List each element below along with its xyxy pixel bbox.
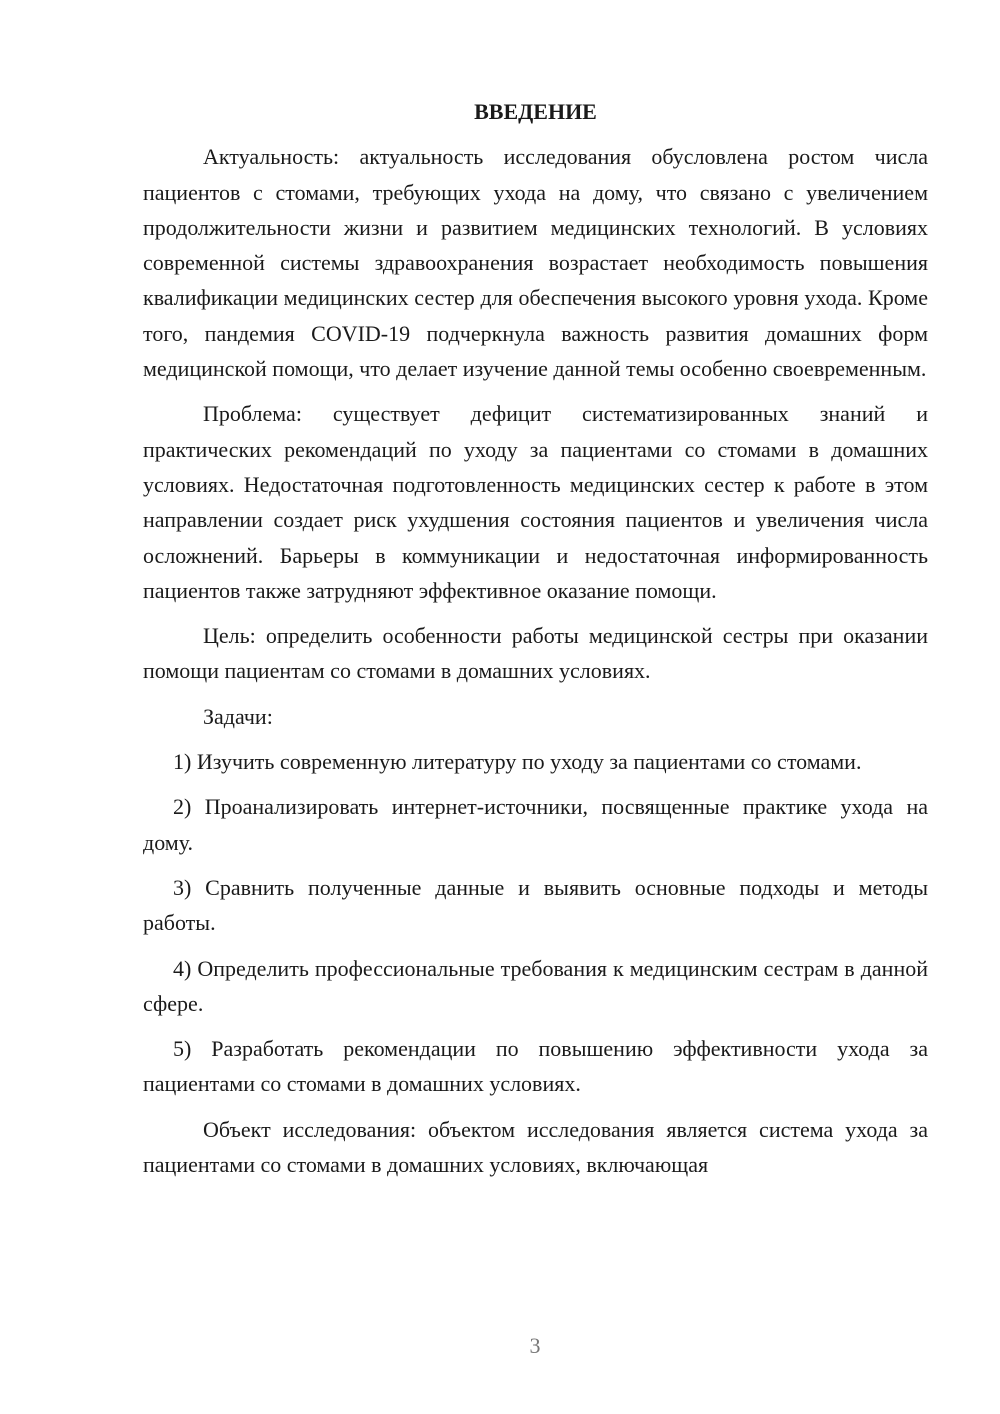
- task-item: 4) Определить профессиональные требования к медицинским сестрам в данной сфере.: [143, 955, 928, 1016]
- task-item: 2) Проанализировать интернет-источники, посвященные практике ухода на дому.: [143, 794, 928, 855]
- task-item: 5) Разработать рекомендации по повышению эффективности ухода за пациентами со стомами в домашних условиях.: [143, 1036, 928, 1097]
- section-title: ВВЕДЕНИЕ: [474, 99, 597, 124]
- task-item: 1) Изучить современную литературу по уходу за пациентами со стомами.: [173, 749, 862, 775]
- paragraph-object: Объект исследования: объектом исследования является система ухода за пациентами со стомами в домашних условиях, включающая: [143, 1116, 928, 1178]
- tasks-heading: Задачи:: [203, 703, 273, 729]
- paragraph-relevance: Актуальность: актуальность исследования обусловлена ростом числа пациентов с стомами, требующих ухода на дому, что связано с увеличением продолжительности жизни и развитием медицинских технологий. В условиях современной системы здравоохранения возрастает необходимость повышения квалификации медицинских сестер для обеспечения высокого уровня ухода. Кроме того, пандемия COVID-19 подчеркнула важность развития домашних форм медицинской помощи, что делает изучение данной темы особенно своевременным.: [143, 144, 928, 382]
- page-content: [143, 94, 928, 1192]
- paragraph-goal: Цель: определить особенности работы медицинской сестры при оказании помощи пациентам со стомами в домашних условиях.: [143, 623, 928, 684]
- task-item: 3) Сравнить полученные данные и выявить основные подходы и методы работы.: [143, 874, 928, 936]
- page-number: 3: [529, 1333, 541, 1358]
- paragraph-problem: Проблема: существует дефицит систематизированных знаний и практических рекомендаций по уходу за пациентами со стомами в домашних условиях. Недостаточная подготовленность медицинских сестер к работе в этом направлении создает риск ухудшения состояния пациентов и увеличения числа осложнений. Барьеры в коммуникации и недостаточная информированность пациентов также затрудняют эффективное оказание помощи.: [143, 401, 928, 603]
